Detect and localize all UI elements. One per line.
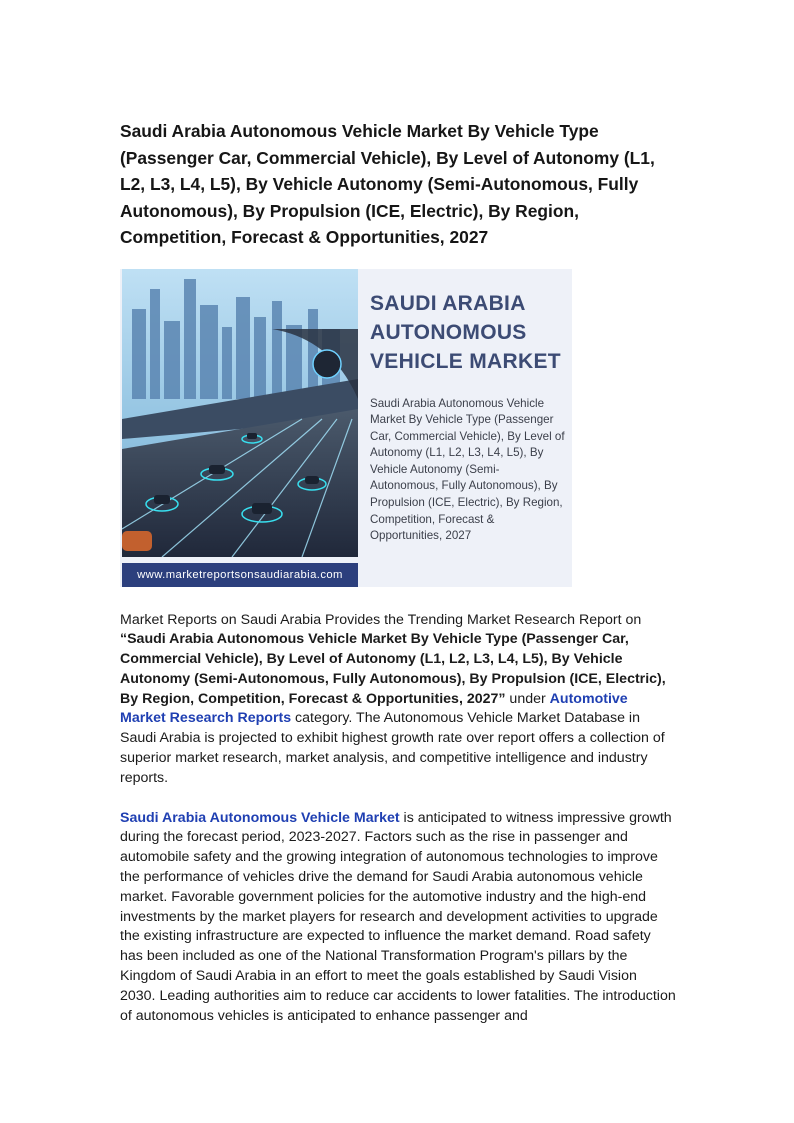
intro-rest-text: category. The Autonomous Vehicle Market Database in Saudi Arabia is projected to exhibit highest growth rate over report offers a collection of superior market research, market analysis, and competitive intelligence and industry reports. xyxy=(120,710,665,786)
under-text: under xyxy=(505,690,550,707)
market-report-link[interactable]: Saudi Arabia Autonomous Vehicle Market xyxy=(120,809,400,826)
banner-text-panel xyxy=(370,289,566,545)
banner-description: Saudi Arabia Autonomous Vehicle Market By Vehicle Type (Passenger Car, Commercial Vehicle), By Level of Autonomy (L1, L2, L3, L4, L5), By Vehicle Autonomy (Semi-Autonomous, Fully Autonomous), By Propulsion (ICE, Electric), By Region, Competition, Forecast & Opportunities, 2027 xyxy=(370,396,565,543)
market-overview-text: is anticipated to witness impressive growth during the forecast period, 2023-2027. Factors such as the rise in passenger and automobile safety and the growing integration of autonomous technologies to improve the performance of vehicles drive the demand for Saudi Arabia autonomous vehicle market. Favorable government policies for the automotive industry and the high-end investments by the market players for research and development activities to upgrade the existing infrastructure are expected to influence the market demand. Road safety has been included as one of the National Transformation Program's pillars by the Kingdom of Saudi Arabia in an effort to meet the goals established by Saudi Vision 2030. Leading authorities aim to reduce car accidents to lower fatalities. The introduction of autonomous vehicles is anticipated to enhance passenger and xyxy=(120,809,676,1024)
close-quote: ” xyxy=(498,690,506,707)
market-overview-paragraph xyxy=(120,809,676,1027)
automotive-category-link[interactable]: Automotive Market Research Reports xyxy=(120,690,628,727)
banner-headline: SAUDI ARABIA AUTONOMOUS VEHICLE MARKET xyxy=(370,291,561,373)
document-title: Saudi Arabia Autonomous Vehicle Market By Vehicle Type (Passenger Car, Commercial Vehicle), By Level of Autonomy (L1, L2, L3, L4, L5), By Vehicle Autonomy (Semi-Autonomous, Fully Autonomous), By Propulsion (ICE, Electric), By Region, Competition, Forecast & Opportunities, 2027 xyxy=(120,121,655,247)
intro-text: Market Reports on Saudi Arabia Provides the Trending Market Research Report on xyxy=(120,611,642,628)
report-title-bold: Saudi Arabia Autonomous Vehicle Market By Vehicle Type (Passenger Car, Commercial Vehicle), By Level of Autonomy (L1, L2, L3, L4, L5), By Vehicle Autonomy (Semi-Autonomous, Fully Autonomous), By Propulsion (ICE, Electric), By Region, Competition, Forecast & Opportunities, 2027 xyxy=(120,631,666,707)
autonomous-highway-image xyxy=(122,269,358,557)
report-banner xyxy=(120,269,572,587)
document-page xyxy=(120,118,676,1026)
open-quote: “ xyxy=(120,631,128,648)
intro-paragraph xyxy=(120,611,676,789)
website-url-bar: www.marketreportsonsaudiarabia.com xyxy=(122,563,358,587)
